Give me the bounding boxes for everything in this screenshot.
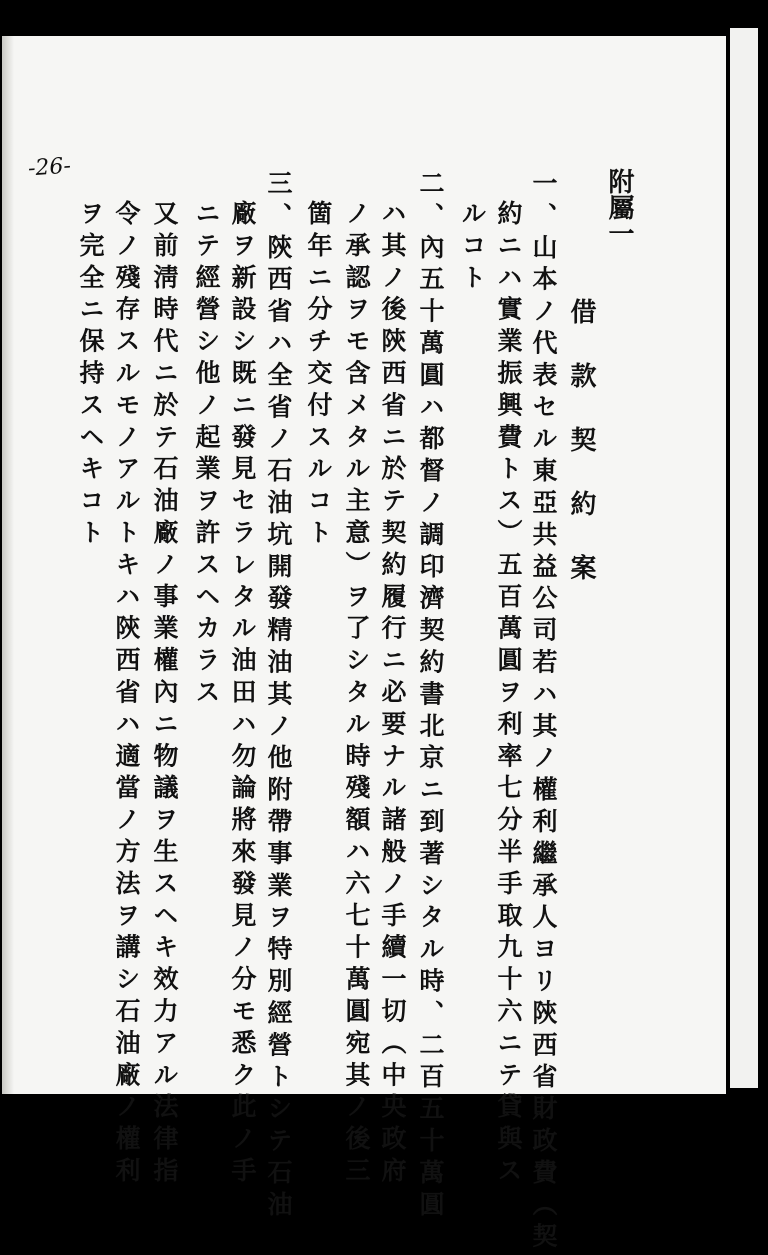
document-title: 借款契約案 (566, 298, 596, 618)
page-edge-shadow (2, 36, 14, 1094)
clause-3-line-4: 又前淸時代ニ於テ石油廠ノ事業權內ニ物議ヲ生スヘキ效力アル法律指 (150, 200, 179, 1189)
clause-3-line-5: 令ノ殘存スルモノアルトキハ陝西省ハ適當ノ方法ヲ講シ石油廠ノ權利 (112, 200, 141, 1189)
clause-3-line-1: 三、陝西省ハ全省ノ石油坑開發精油其ノ他附帶事業ヲ特別經營トシテ石油 (264, 170, 293, 1223)
clause-1-line-3: ルコト (458, 200, 487, 296)
clause-1-line-1: 一、山本ノ代表セル東亞共益公司若ハ其ノ權利繼承人ヨリ陝西省財政費（契 (529, 170, 558, 1255)
clause-1-line-2: 約ニハ實業振興費トス）五百萬圓ヲ利率七分半手取九十六ニテ貸與ス (494, 200, 523, 1189)
appendix-heading: 附屬一 (604, 168, 634, 246)
clause-2-line-2: ハ其ノ後陝西省ニ於テ契約履行ニ必要ナル諸般ノ手續一切（中央政府 (378, 200, 407, 1189)
clause-2-line-4: 箇年ニ分チ交付スルコト (304, 200, 333, 551)
clause-3-line-2: 廠ヲ新設シ既ニ發見セラレタル油田ハ勿論將來發見ノ分モ悉ク此ノ手 (228, 200, 257, 1189)
clause-3-line-3: ニテ經營シ他ノ起業ヲ許スヘカラス (192, 200, 221, 711)
clause-3-line-6: ヲ完全ニ保持スヘキコト (76, 200, 105, 551)
clause-2-line-1: 二、內五十萬圓ハ都督ノ調印濟契約書北京ニ到著シタル時、二百五十萬圓 (416, 170, 445, 1223)
page-number: -26- (27, 153, 72, 182)
adjacent-page-edge (728, 28, 758, 1088)
clause-2-line-3: ノ承認ヲモ含メタル主意）ヲ了シタル時殘額ハ六七十萬圓宛其ノ後三 (342, 200, 371, 1189)
